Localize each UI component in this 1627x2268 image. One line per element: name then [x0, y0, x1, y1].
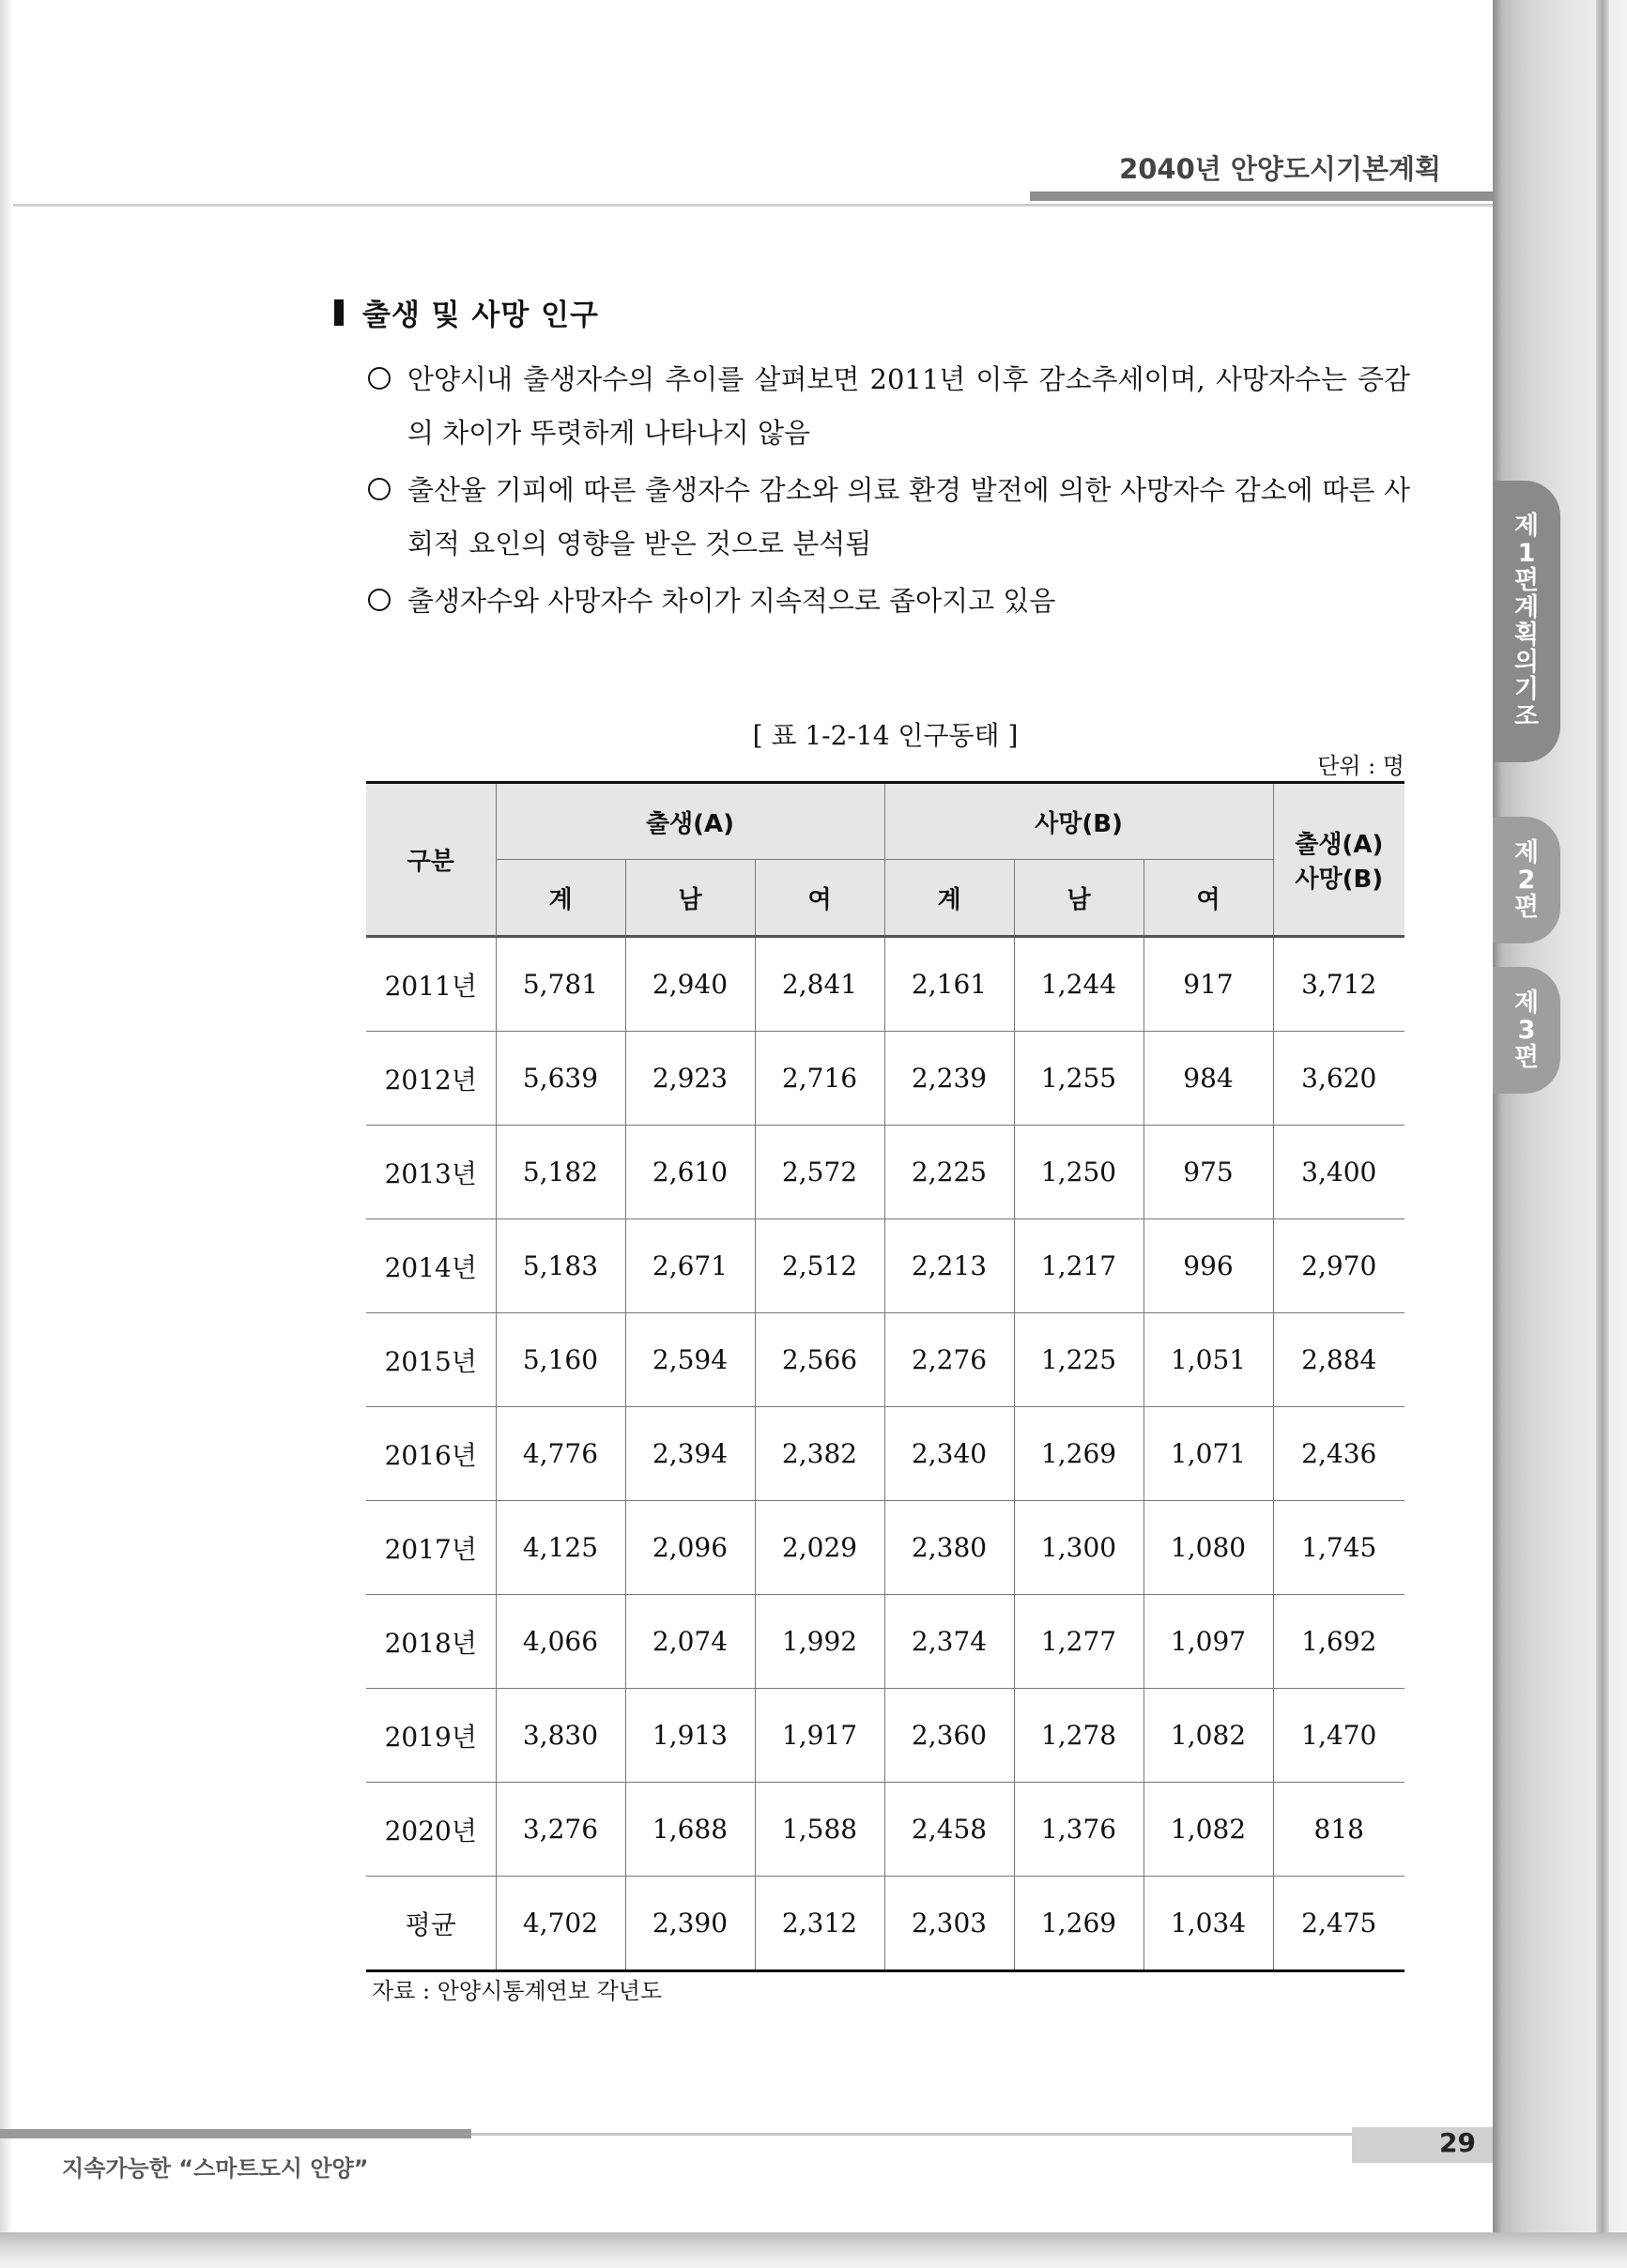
cell-births-total: 3,276	[496, 1783, 625, 1877]
cell-deaths-total: 2,161	[884, 937, 1014, 1032]
header-births-male: 남	[625, 860, 755, 937]
cell-deaths-female: 984	[1144, 1032, 1273, 1126]
cell-deaths-male: 1,244	[1014, 937, 1144, 1032]
cell-births-total: 4,066	[496, 1595, 625, 1689]
cell-births-male: 2,940	[625, 937, 755, 1032]
cell-births-total: 5,639	[496, 1032, 625, 1126]
cell-year: 2017년	[366, 1501, 496, 1595]
cell-difference: 3,400	[1273, 1126, 1404, 1219]
side-tab-label: 제1편 계획의 기조	[1513, 512, 1540, 731]
header-difference-top: 출생(A)	[1295, 830, 1384, 859]
table-row	[366, 1126, 1404, 1219]
cell-deaths-male: 1,255	[1014, 1032, 1144, 1126]
bullet-text: 출생자수와 사망자수 차이가 지속적으로 좁아지고 있음	[407, 585, 1056, 617]
cell-deaths-female: 1,082	[1144, 1783, 1273, 1877]
cell-births-total: 4,125	[496, 1501, 625, 1595]
header-births-female: 여	[755, 860, 884, 937]
section-title-text: 출생 및 사망 인구	[362, 299, 599, 332]
bullet-text: 안양시내 출생자수의 추이를 살펴보면 2011년 이후 감소추세이며, 사망자수는 증감의 차이가 뚜렷하게 나타나지 않음	[407, 363, 1410, 449]
cell-difference: 2,436	[1273, 1407, 1404, 1501]
cell-births-female: 2,841	[755, 937, 884, 1032]
cell-deaths-male: 1,217	[1014, 1219, 1144, 1313]
cell-deaths-male: 1,269	[1014, 1877, 1144, 1971]
cell-births-total: 5,183	[496, 1219, 625, 1313]
header-category: 구분	[366, 783, 496, 937]
cell-births-male: 2,671	[625, 1219, 755, 1313]
header-births-total: 계	[496, 860, 625, 937]
side-tab-part-1[interactable]	[1493, 481, 1560, 762]
cell-deaths-total: 2,225	[884, 1126, 1014, 1219]
cell-deaths-total: 2,360	[884, 1689, 1014, 1783]
table-row	[366, 1219, 1404, 1313]
table-caption: [ 표 1-2-14 인구동태 ]	[752, 720, 1019, 751]
cell-year: 2014년	[366, 1219, 496, 1313]
header-deaths-total: 계	[884, 860, 1014, 937]
header-deaths: 사망(B)	[884, 783, 1273, 860]
side-tab-part-3[interactable]	[1493, 967, 1560, 1094]
cell-births-male: 2,096	[625, 1501, 755, 1595]
header-deaths-female: 여	[1144, 860, 1273, 937]
cell-births-female: 2,312	[755, 1877, 884, 1971]
population-dynamics-table	[366, 781, 1404, 1972]
table-row	[366, 1313, 1404, 1407]
cell-births-male: 2,074	[625, 1595, 755, 1689]
cell-deaths-female: 1,082	[1144, 1689, 1273, 1783]
cell-year: 2019년	[366, 1689, 496, 1783]
cell-births-female: 1,588	[755, 1783, 884, 1877]
cell-births-female: 2,566	[755, 1313, 884, 1407]
table-unit-label: 단위 : 명	[1317, 753, 1404, 779]
section-heading	[334, 291, 599, 333]
bullet-text: 출산율 기피에 따른 출생자수 감소와 의료 환경 발전에 의한 사망자수 감소에 따른 사회적 요인의 영향을 받은 것으로 분석됨	[407, 474, 1410, 559]
cell-year: 2013년	[366, 1126, 496, 1219]
side-tab-part-2[interactable]	[1493, 817, 1560, 943]
bullet-item	[368, 353, 1410, 460]
cell-year: 2012년	[366, 1032, 496, 1126]
page-number: 29	[1439, 2127, 1476, 2158]
cell-difference: 818	[1273, 1783, 1404, 1877]
cell-deaths-total: 2,374	[884, 1595, 1014, 1689]
cell-year: 2016년	[366, 1407, 496, 1501]
cell-year: 평균	[366, 1877, 496, 1971]
cell-deaths-total: 2,303	[884, 1877, 1014, 1971]
header-difference	[1273, 783, 1404, 937]
table-body	[366, 937, 1404, 1971]
section-marker-icon	[334, 299, 344, 326]
cell-year: 2011년	[366, 937, 496, 1032]
header-accent-bar	[1030, 192, 1493, 201]
cell-births-female: 2,572	[755, 1126, 884, 1219]
table-row	[366, 1501, 1404, 1595]
cell-deaths-female: 917	[1144, 937, 1273, 1032]
cell-deaths-male: 1,277	[1014, 1595, 1144, 1689]
cell-deaths-total: 2,239	[884, 1032, 1014, 1126]
cell-deaths-female: 1,034	[1144, 1877, 1273, 1971]
page-left-edge	[0, 0, 13, 2268]
cell-births-female: 2,029	[755, 1501, 884, 1595]
cell-deaths-total: 2,276	[884, 1313, 1014, 1407]
cell-deaths-total: 2,213	[884, 1219, 1014, 1313]
cell-year: 2018년	[366, 1595, 496, 1689]
cell-deaths-female: 975	[1144, 1126, 1273, 1219]
cell-births-female: 1,992	[755, 1595, 884, 1689]
footer-accent-bar	[0, 2129, 471, 2138]
cell-births-total: 4,776	[496, 1407, 625, 1501]
header-difference-bottom: 사망(B)	[1295, 865, 1384, 894]
cell-deaths-total: 2,340	[884, 1407, 1014, 1501]
cell-births-male: 2,610	[625, 1126, 755, 1219]
page-stack-edge	[1596, 0, 1609, 2268]
header-deaths-male: 남	[1014, 860, 1144, 937]
cell-difference: 2,970	[1273, 1219, 1404, 1313]
cell-births-male: 2,394	[625, 1407, 755, 1501]
cell-births-female: 2,716	[755, 1032, 884, 1126]
cell-deaths-male: 1,376	[1014, 1783, 1144, 1877]
cell-deaths-male: 1,269	[1014, 1407, 1144, 1501]
footer-slogan: 지속가능한 “스마트도시 안양”	[62, 2155, 369, 2182]
table-row	[366, 1783, 1404, 1877]
cell-births-total: 3,830	[496, 1689, 625, 1783]
header-births: 출생(A)	[496, 783, 884, 860]
table-row	[366, 1032, 1404, 1126]
header-divider	[13, 204, 1493, 207]
cell-difference: 1,745	[1273, 1501, 1404, 1595]
cell-difference: 1,470	[1273, 1689, 1404, 1783]
cell-difference: 3,712	[1273, 937, 1404, 1032]
cell-deaths-female: 1,051	[1144, 1313, 1273, 1407]
circle-bullet-icon	[368, 367, 391, 390]
cell-births-male: 2,594	[625, 1313, 755, 1407]
cell-births-female: 2,382	[755, 1407, 884, 1501]
page-bottom-shadow	[0, 2232, 1627, 2268]
cell-deaths-male: 1,225	[1014, 1313, 1144, 1407]
cell-deaths-female: 1,071	[1144, 1407, 1273, 1501]
cell-difference: 1,692	[1273, 1595, 1404, 1689]
cell-births-total: 4,702	[496, 1877, 625, 1971]
table-row	[366, 1407, 1404, 1501]
document-header-title: 2040년 안양도시기본계획	[1119, 153, 1441, 185]
table-row	[366, 1595, 1404, 1689]
cell-deaths-total: 2,380	[884, 1501, 1014, 1595]
side-tab-label: 제3편	[1513, 988, 1540, 1072]
cell-births-female: 1,917	[755, 1689, 884, 1783]
table-row	[366, 1877, 1404, 1971]
cell-difference: 3,620	[1273, 1032, 1404, 1126]
table-source-note: 자료 : 안양시통계연보 각년도	[372, 1978, 663, 2004]
cell-births-male: 1,688	[625, 1783, 755, 1877]
cell-deaths-female: 1,080	[1144, 1501, 1273, 1595]
cell-births-male: 2,390	[625, 1877, 755, 1971]
table-row	[366, 1689, 1404, 1783]
cell-births-female: 2,512	[755, 1219, 884, 1313]
bullet-item	[368, 464, 1410, 571]
cell-difference: 2,475	[1273, 1877, 1404, 1971]
cell-deaths-total: 2,458	[884, 1783, 1014, 1877]
cell-births-male: 1,913	[625, 1689, 755, 1783]
table-row	[366, 937, 1404, 1032]
cell-difference: 2,884	[1273, 1313, 1404, 1407]
cell-deaths-male: 1,250	[1014, 1126, 1144, 1219]
cell-year: 2020년	[366, 1783, 496, 1877]
cell-deaths-female: 1,097	[1144, 1595, 1273, 1689]
cell-births-total: 5,160	[496, 1313, 625, 1407]
cell-births-total: 5,781	[496, 937, 625, 1032]
cell-deaths-male: 1,300	[1014, 1501, 1144, 1595]
cell-year: 2015년	[366, 1313, 496, 1407]
circle-bullet-icon	[368, 478, 391, 500]
bullet-item	[368, 575, 1410, 628]
cell-deaths-female: 996	[1144, 1219, 1273, 1313]
circle-bullet-icon	[368, 589, 391, 611]
cell-births-male: 2,923	[625, 1032, 755, 1126]
cell-deaths-male: 1,278	[1014, 1689, 1144, 1783]
cell-births-total: 5,182	[496, 1126, 625, 1219]
side-tab-label: 제2편	[1513, 838, 1540, 922]
